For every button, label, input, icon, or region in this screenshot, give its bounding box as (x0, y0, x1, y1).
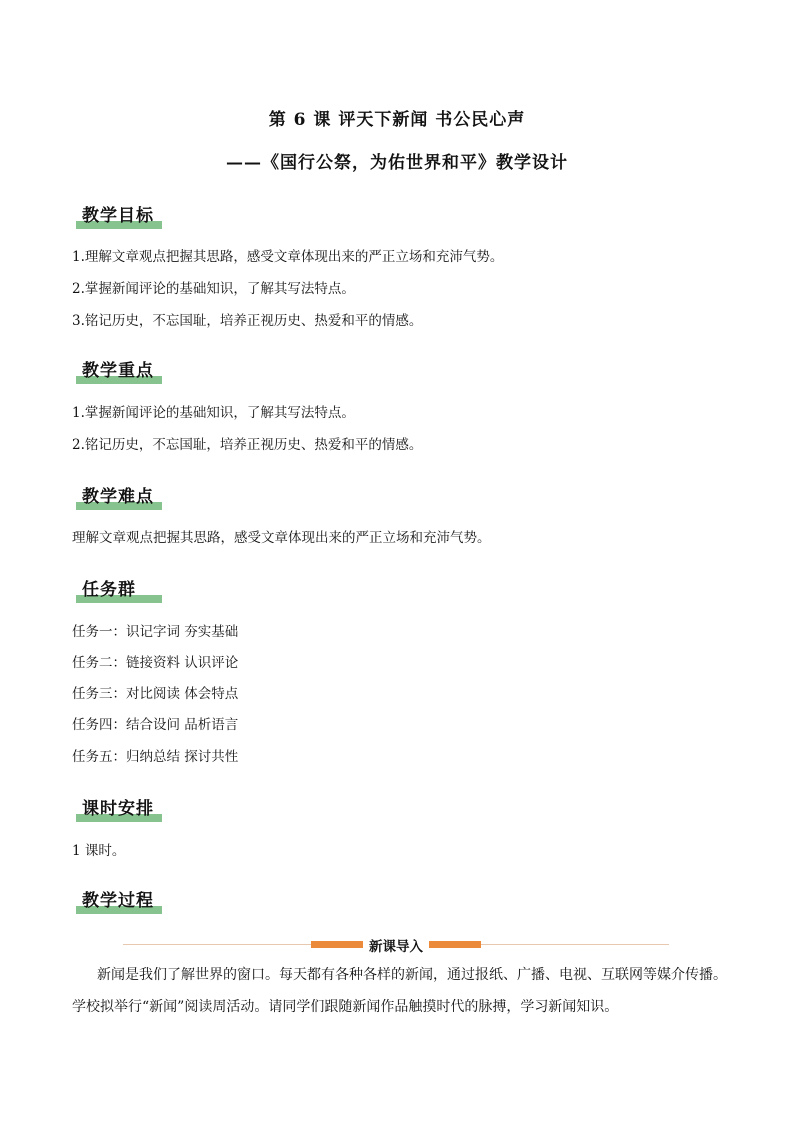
goal-item: 3.铭记历史，不忘国耻，培养正视历史、热爱和平的情感。 (72, 313, 423, 329)
task-item: 任务五：归纳总结 探讨共性 (72, 749, 239, 765)
key-point-item: 2.铭记历史，不忘国耻，培养正视历史、热爱和平的情感。 (72, 437, 423, 453)
task-item: 任务一：识记字词 夯实基础 (72, 624, 239, 640)
difficulty-item: 理解文章观点把握其思路，感受文章体现出来的严正立场和充沛气势。 (72, 530, 491, 546)
goal-item: 2.掌握新闻评论的基础知识，了解其写法特点。 (72, 281, 355, 297)
task-item: 任务二：链接资料 认识评论 (72, 655, 239, 671)
divider-label: 新课导入 (363, 935, 429, 955)
lesson-title: 第 6 课 评天下新闻 书公民心声 (268, 110, 526, 130)
divider-accent-right (429, 941, 481, 948)
divider-accent-left (311, 941, 363, 948)
section-heading-label: 教学重点 (82, 361, 154, 381)
task-item: 任务四：结合设问 品析语言 (72, 717, 239, 733)
section-heading-label: 课时安排 (82, 799, 154, 819)
intro-paragraph-line: 学校拟举行“新闻”阅读周活动。请同学们跟随新闻作品触摸时代的脉搏，学习新闻知识。 (72, 999, 619, 1015)
section-heading-label: 教学过程 (82, 891, 154, 911)
section-heading-label: 教学目标 (82, 206, 154, 226)
key-point-item: 1.掌握新闻评论的基础知识，了解其写法特点。 (72, 405, 355, 421)
section-heading-label: 教学难点 (82, 487, 154, 507)
schedule-item: 1 课时。 (72, 843, 126, 859)
subsection-divider (123, 938, 669, 955)
intro-paragraph-line: 新闻是我们了解世界的窗口。每天都有各种各样的新闻，通过报纸、广播、电视、互联网等媒介传播。 (97, 967, 727, 983)
task-item: 任务三：对比阅读 体会特点 (72, 686, 239, 702)
section-heading-label: 任务群 (82, 580, 136, 600)
lesson-subtitle: ——《国行公祭，为佑世界和平》教学设计 (226, 153, 568, 173)
goal-item: 1.理解文章观点把握其思路，感受文章体现出来的严正立场和充沛气势。 (72, 249, 504, 265)
